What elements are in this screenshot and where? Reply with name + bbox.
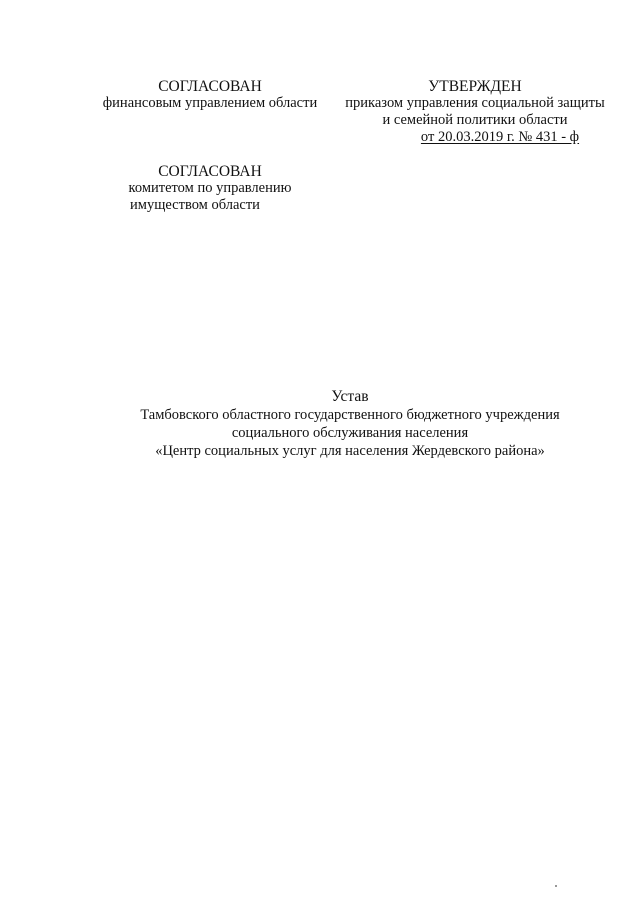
approved-order-number-text: от 20.03.2019 г. № 431 - ф [420,129,580,145]
charter-heading [60,388,640,460]
agreed-property-line-2: имуществом области [130,197,260,213]
approved-title: УТВЕРЖДЕН [428,78,522,95]
approval-block-property [80,163,340,214]
approved-line-2: и семейной политики области [382,112,568,128]
charter-title: Устав [331,388,369,405]
agreed-finance-title: СОГЛАСОВАН [158,78,262,95]
approved-order-number [330,129,620,146]
agreed-finance-authority: финансовым управлением области [102,95,318,111]
approval-block-approved [330,78,620,146]
charter-line-1: Тамбовского областного государственного бюджетного учреждения [140,407,560,423]
scan-speck [555,885,557,887]
charter-line-2: социального обслуживания населения [231,425,469,441]
agreed-property-line-1: комитетом по управлению [128,180,292,196]
approved-line-1: приказом управления социальной защиты [345,95,605,111]
agreed-property-title: СОГЛАСОВАН [158,163,262,180]
charter-line-3: «Центр социальных услуг для населения Жердевского района» [155,443,545,459]
approval-block-finance [80,78,340,112]
